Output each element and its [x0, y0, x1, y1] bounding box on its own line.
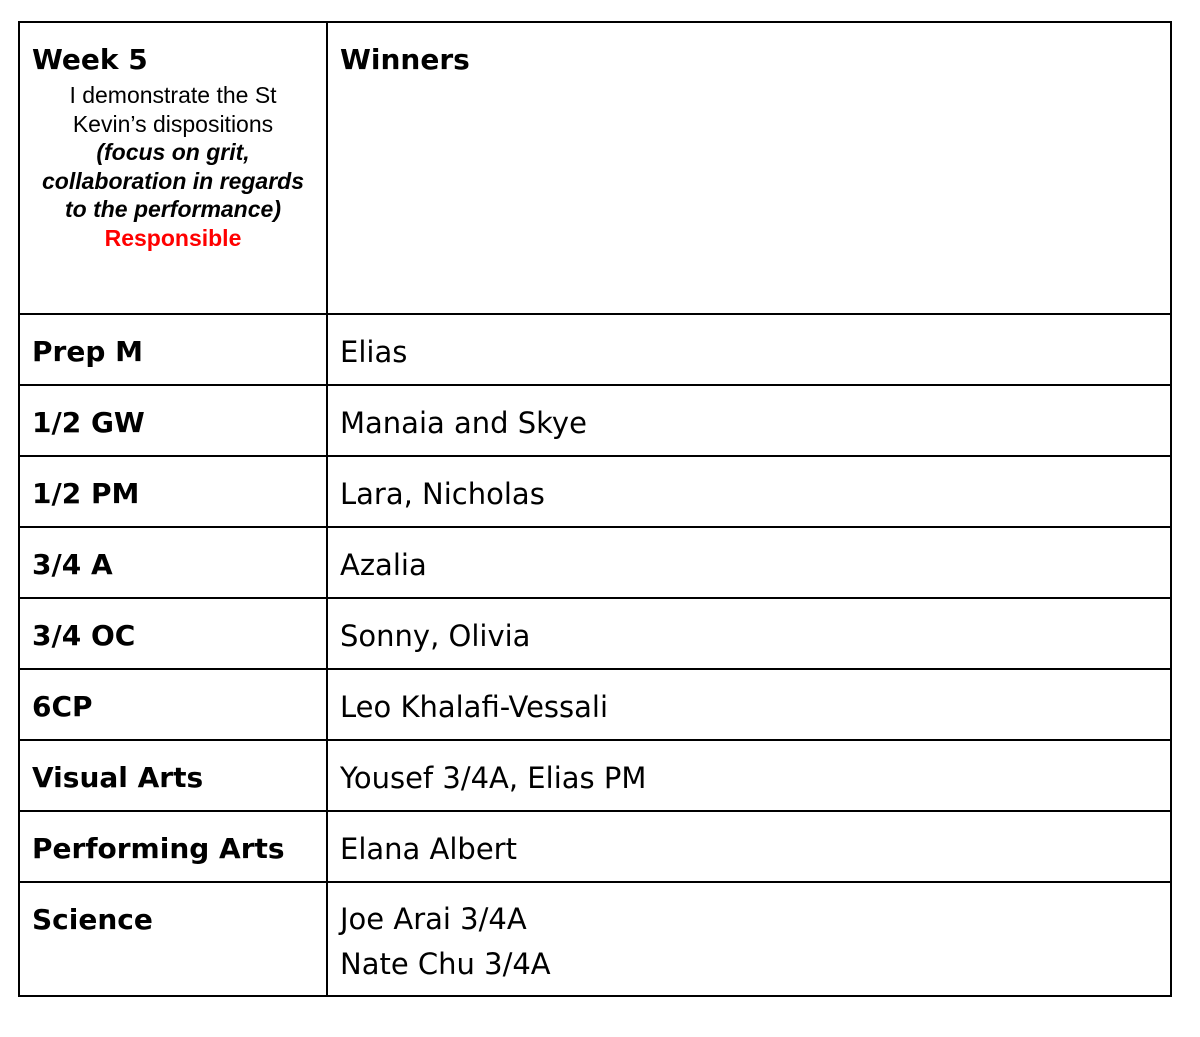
table-row	[19, 314, 1171, 385]
class-name: 3/4 OC	[32, 619, 136, 652]
winner-names: Elias	[340, 335, 408, 369]
table-row	[19, 527, 1171, 598]
table-row	[19, 669, 1171, 740]
criteria-value: Responsible	[104, 224, 242, 251]
class-cell	[19, 811, 327, 882]
winners-column-header: Winners	[340, 43, 470, 76]
winners-cell	[327, 385, 1171, 456]
winner-name: Nate Chu 3/4A	[340, 947, 551, 981]
class-name: Prep M	[32, 335, 143, 368]
table-row	[19, 598, 1171, 669]
table-row-science	[19, 882, 1171, 996]
table-row	[19, 456, 1171, 527]
winner-names: Sonny, Olivia	[340, 619, 531, 653]
winners-cell	[327, 740, 1171, 811]
winners-cell	[327, 882, 1171, 996]
class-name: Performing Arts	[32, 832, 285, 865]
winner-names: Leo Khalafi-Vessali	[340, 690, 609, 724]
week-title: Week 5	[32, 43, 148, 76]
header-row	[19, 22, 1171, 314]
winners-cell	[327, 456, 1171, 527]
winner-name: Joe Arai 3/4A	[340, 902, 527, 936]
class-name: 6CP	[32, 690, 93, 723]
class-cell	[19, 882, 327, 996]
class-name: 1/2 GW	[32, 406, 145, 439]
winners-cell	[327, 811, 1171, 882]
table-row	[19, 385, 1171, 456]
class-cell	[19, 314, 327, 385]
header-winners-cell	[327, 22, 1171, 314]
header-week-cell	[19, 22, 327, 314]
table-row	[19, 811, 1171, 882]
winners-cell	[327, 598, 1171, 669]
class-cell	[19, 385, 327, 456]
winners-cell	[327, 314, 1171, 385]
award-criteria	[32, 81, 314, 252]
class-cell	[19, 456, 327, 527]
class-name: Science	[32, 903, 153, 936]
class-cell	[19, 527, 327, 598]
class-cell	[19, 669, 327, 740]
winners-cell	[327, 669, 1171, 740]
class-name: 3/4 A	[32, 548, 113, 581]
class-cell	[19, 598, 327, 669]
class-cell	[19, 740, 327, 811]
awards-table	[18, 21, 1172, 997]
winner-list	[328, 883, 1170, 987]
winner-names: Elana Albert	[340, 832, 517, 866]
winners-cell	[327, 527, 1171, 598]
class-name: 1/2 PM	[32, 477, 140, 510]
winner-names: Manaia and Skye	[340, 406, 587, 440]
criteria-text: I demonstrate the St Kevin’s dispositions	[69, 82, 277, 137]
winner-names: Azalia	[340, 548, 427, 582]
criteria-focus: (focus on grit, collaboration in regards to the performance)	[42, 139, 304, 222]
winner-names: Yousef 3/4A, Elias PM	[340, 761, 647, 795]
winner-names: Lara, Nicholas	[340, 477, 545, 511]
table-row	[19, 740, 1171, 811]
class-name: Visual Arts	[32, 761, 204, 794]
